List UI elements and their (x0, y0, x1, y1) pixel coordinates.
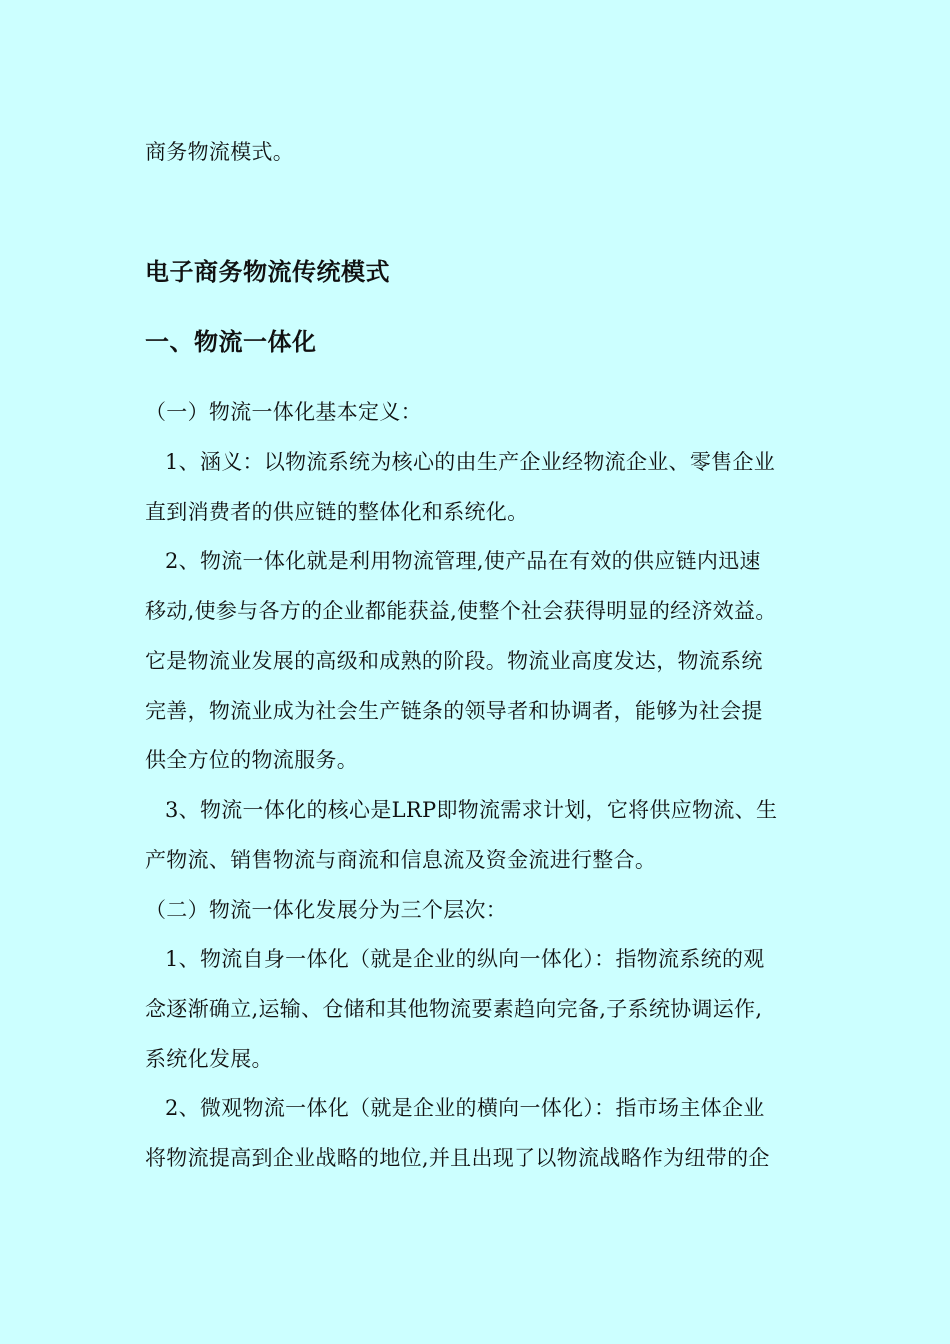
paragraph-line: 商务物流模式。 (145, 140, 295, 164)
paragraph-line: 3、物流一体化的核心是LRP即物流需求计划，它将供应物流、生 (165, 798, 778, 822)
paragraph-line: 它是物流业发展的高级和成熟的阶段。物流业高度发达，物流系统 (145, 649, 763, 673)
paragraph-line: 完善，物流业成为社会生产链条的领导者和协调者，能够为社会提 (145, 699, 763, 723)
paragraph-line: 直到消费者的供应链的整体化和系统化。 (145, 500, 529, 524)
section-heading: 一、物流一体化 (145, 328, 317, 356)
paragraph-line: 供全方位的物流服务。 (145, 748, 358, 772)
paragraph-line: 将物流提高到企业战略的地位,并且出现了以物流战略作为纽带的企 (145, 1146, 770, 1170)
paragraph-line: 2、物流一体化就是利用物流管理,使产品在有效的供应链内迅速 (165, 549, 761, 573)
paragraph-line: 系统化发展。 (145, 1047, 273, 1071)
paragraph-line: 移动,使参与各方的企业都能获益,使整个社会获得明显的经济效益。 (145, 599, 777, 623)
subsection-heading: （二）物流一体化发展分为三个层次： (145, 898, 508, 922)
section-title: 电子商务物流传统模式 (145, 258, 390, 286)
paragraph-line: 产物流、销售物流与商流和信息流及资金流进行整合。 (145, 848, 657, 872)
subsection-heading: （一）物流一体化基本定义： (145, 400, 422, 424)
paragraph-line: 1、物流自身一体化（就是企业的纵向一体化）：指物流系统的观 (165, 947, 765, 971)
paragraph-line: 念逐渐确立,运输、仓储和其他物流要素趋向完备,子系统协调运作, (145, 997, 763, 1021)
paragraph-line: 1、涵义：以物流系统为核心的由生产企业经物流企业、零售企业 (165, 450, 776, 474)
paragraph-line: 2、微观物流一体化（就是企业的横向一体化）：指市场主体企业 (165, 1096, 765, 1120)
